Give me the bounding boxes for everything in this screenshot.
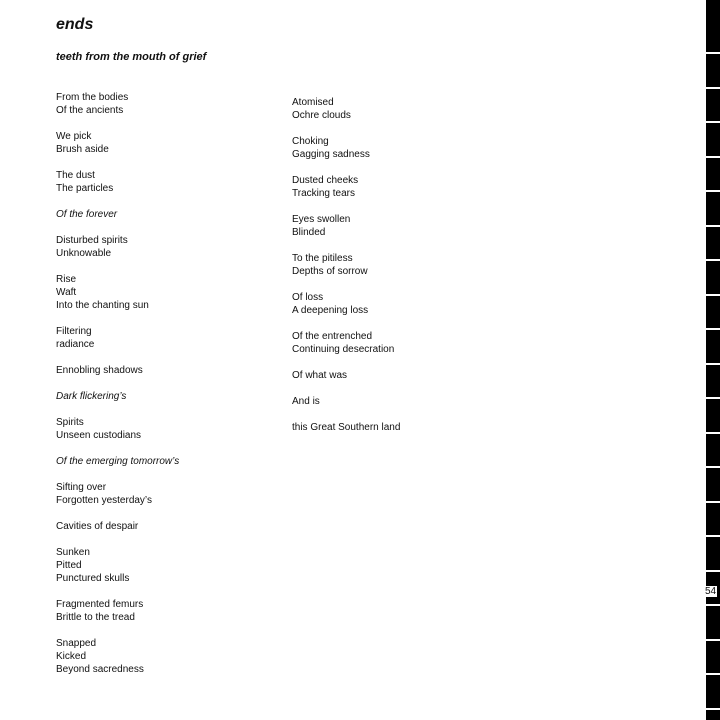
- edge-divider: [706, 535, 720, 537]
- stanza: [56, 234, 179, 260]
- edge-divider: [706, 363, 720, 365]
- poem-line: The dust: [56, 170, 95, 181]
- poem-column-right: [292, 96, 400, 447]
- stanza: [56, 481, 179, 507]
- stanza: [292, 330, 400, 356]
- poem-line: Forgotten yesterday’s: [56, 495, 152, 506]
- stanza: [292, 96, 400, 122]
- poem-line: Into the chanting sun: [56, 300, 149, 311]
- stanza: [56, 520, 179, 533]
- stanza: [292, 369, 400, 382]
- poem-line: Of the ancients: [56, 105, 124, 116]
- poem-line: Gagging sadness: [292, 149, 370, 160]
- poem-line: Disturbed spirits: [56, 235, 128, 246]
- edge-divider: [706, 708, 720, 710]
- poem-line: Of the forever: [56, 209, 118, 220]
- page-edge-thumb-index: [706, 0, 720, 720]
- stanza: [292, 174, 400, 200]
- poem-line: From the bodies: [56, 92, 129, 103]
- poem-line: A deepening loss: [292, 305, 369, 316]
- stanza: [292, 395, 400, 408]
- poem-title: ends: [56, 16, 94, 33]
- poem-line: Of the entrenched: [292, 331, 373, 342]
- stanza: [56, 273, 179, 312]
- poem-line: Unknowable: [56, 248, 112, 259]
- edge-divider: [706, 52, 720, 54]
- poem-line: Waft: [56, 287, 77, 298]
- poem-line: radiance: [56, 339, 95, 350]
- poem-line: Pitted: [56, 560, 82, 571]
- stanza: [56, 546, 179, 585]
- stanza: [292, 135, 400, 161]
- poem-line: Of what was: [292, 370, 348, 381]
- stanza: [292, 213, 400, 239]
- stanza: [56, 130, 179, 156]
- poem-line: Dusted cheeks: [292, 175, 359, 186]
- stanza: [56, 208, 179, 221]
- poem-line: Cavities of despair: [56, 521, 139, 532]
- poem-subtitle: teeth from the mouth of grief: [56, 51, 207, 63]
- edge-divider: [706, 639, 720, 641]
- edge-divider: [706, 432, 720, 434]
- page-number: 54: [705, 586, 717, 597]
- stanza: [292, 252, 400, 278]
- poem-line: To the pitiless: [292, 253, 353, 264]
- edge-divider: [706, 259, 720, 261]
- poem-line: Of the emerging tomorrow’s: [56, 456, 180, 467]
- edge-divider: [706, 225, 720, 227]
- stanza: [292, 291, 400, 317]
- poem-line: Unseen custodians: [56, 430, 142, 441]
- stanza: [56, 416, 179, 442]
- poem-line: Sifting over: [56, 482, 107, 493]
- poem-line: Brittle to the tread: [56, 612, 135, 623]
- poem-line: Fragmented femurs: [56, 599, 144, 610]
- edge-divider: [706, 121, 720, 123]
- stanza: [56, 598, 179, 624]
- edge-divider: [706, 604, 720, 606]
- poem-line: Brush aside: [56, 144, 109, 155]
- edge-divider: [706, 466, 720, 468]
- poem-column-left: [56, 91, 179, 689]
- poem-line: Kicked: [56, 651, 87, 662]
- stanza: [56, 325, 179, 351]
- poem-line: Continuing desecration: [292, 344, 395, 355]
- poem-line: We pick: [56, 131, 92, 142]
- stanza: [56, 455, 179, 468]
- edge-divider: [706, 294, 720, 296]
- poem-line: Choking: [292, 136, 329, 147]
- poem-line: Ennobling shadows: [56, 365, 143, 376]
- poem-line: Of loss: [292, 292, 324, 303]
- edge-divider: [706, 190, 720, 192]
- stanza: [56, 364, 179, 377]
- poem-line: Atomised: [292, 97, 334, 108]
- poem-line: Punctured skulls: [56, 573, 130, 584]
- stanza: [56, 390, 179, 403]
- edge-divider: [706, 570, 720, 572]
- poem-line: Blinded: [292, 227, 326, 238]
- poem-line: Sunken: [56, 547, 90, 558]
- poem-line: Snapped: [56, 638, 97, 649]
- edge-divider: [706, 156, 720, 158]
- poem-line: Rise: [56, 274, 77, 285]
- poem-line: Depths of sorrow: [292, 266, 368, 277]
- edge-divider: [706, 501, 720, 503]
- edge-divider: [706, 87, 720, 89]
- stanza: [292, 421, 400, 434]
- stanza: [56, 169, 179, 195]
- poem-line: Eyes swollen: [292, 214, 351, 225]
- edge-divider: [706, 673, 720, 675]
- poem-line: Tracking tears: [292, 188, 355, 199]
- edge-divider: [706, 397, 720, 399]
- poem-line: Beyond sacredness: [56, 664, 144, 675]
- poem-line: Ochre clouds: [292, 110, 351, 121]
- poem-line: And is: [292, 396, 320, 407]
- poem-line: Filtering: [56, 326, 92, 337]
- poem-line: The particles: [56, 183, 114, 194]
- edge-divider: [706, 328, 720, 330]
- poem-line: this Great Southern land: [292, 422, 401, 433]
- stanza: [56, 91, 179, 117]
- poem-line: Spirits: [56, 417, 84, 428]
- stanza: [56, 637, 179, 676]
- poem-line: Dark flickering’s: [56, 391, 127, 402]
